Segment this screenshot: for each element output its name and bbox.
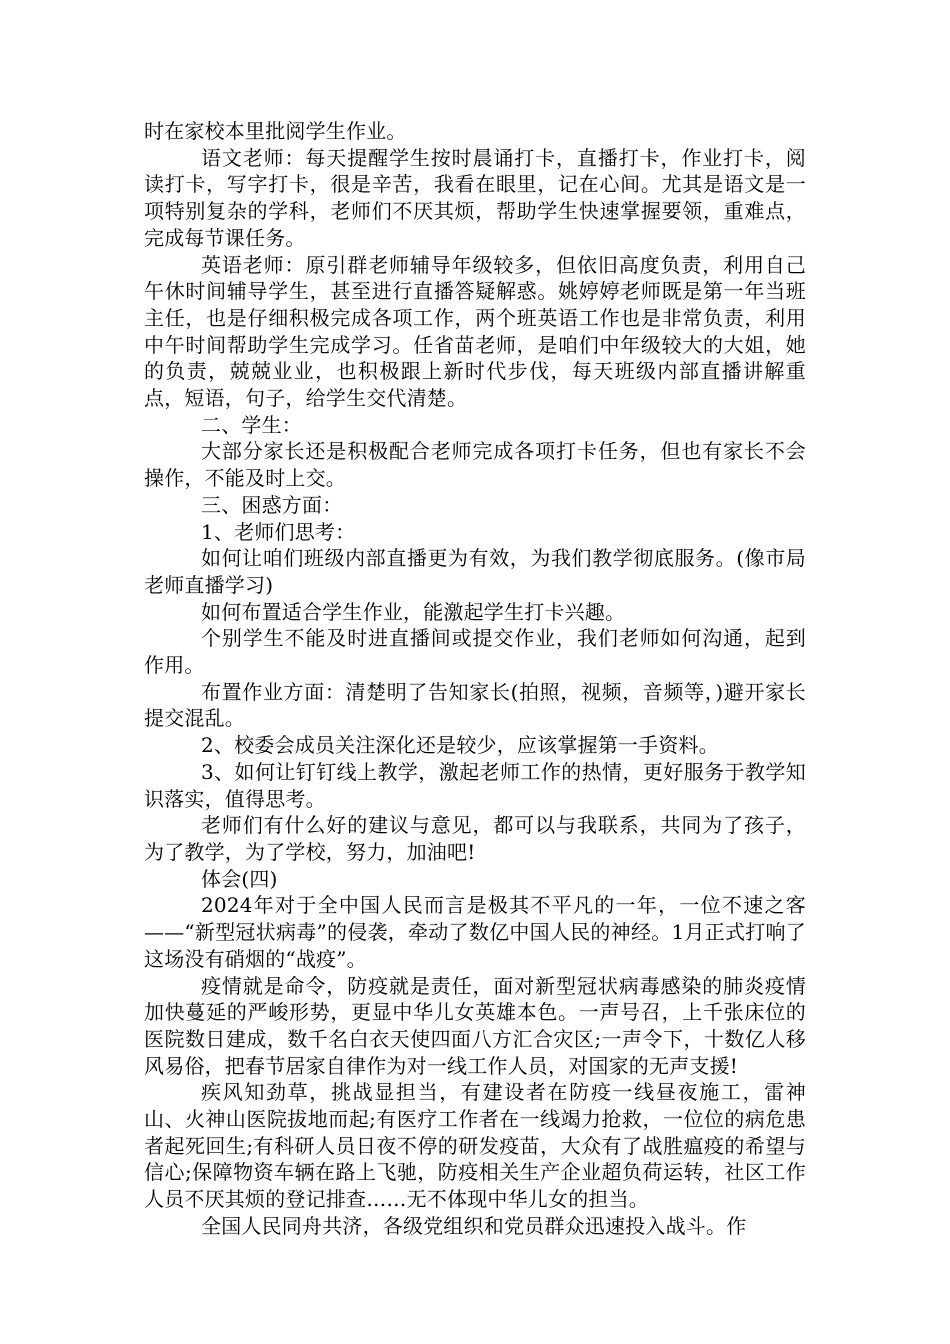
paragraph: 时在家校本里批阅学生作业。 bbox=[144, 119, 407, 143]
paragraph: 如何让咱们班级内部直播更为有效，为我们教学彻底服务。(像市局老师直播学习) bbox=[144, 546, 806, 597]
paragraph: 2024年对于全中国人民而言是极其不平凡的一年，一位不速之客——“新型冠状病毒”的侵袭，牵动了数亿中国人民的神经。1月正式打响了这场没有硝烟的“战疫”。 bbox=[144, 893, 806, 971]
paragraph: 疫情就是命令，防疫就是责任，面对新型冠状病毒感染的肺炎疫情加快蔓延的严峻形势，更显中华儿女英雄本色。一声号召，上千张床位的医院数日建成，数千名白衣天使四面八方汇合灾区;一声令下，十数亿人移风易俗，把春节居家自律作为对一线工作人员，对国家的无声支援! bbox=[144, 973, 806, 1078]
paragraph: 语文老师：每天提醒学生按时晨诵打卡，直播打卡，作业打卡，阅读打卡，写字打卡，很是辛苦，我看在眼里，记在心间。尤其是语文是一项特别复杂的学科，老师们不厌其烦，帮助学生快速掌握要领，重难点，完成每节课任务。 bbox=[144, 145, 806, 250]
paragraph: 3、如何让钉钉线上教学，激起老师工作的热情，更好服务于教学知识落实，值得思考。 bbox=[144, 759, 806, 811]
paragraph: 老师们有什么好的建议与意见，都可以与我联系，共同为了孩子，为了教学，为了学校，努力，加油吧! bbox=[144, 813, 806, 864]
paragraph: 全国人民同舟共济，各级党组织和党员群众迅速投入战斗。作 bbox=[201, 1213, 747, 1238]
paragraph: 个别学生不能及时进直播间或提交作业，我们老师如何沟通，起到作用。 bbox=[144, 626, 806, 678]
section-heading: 二、学生： bbox=[201, 412, 302, 437]
section-heading: 体会(四) bbox=[201, 866, 278, 891]
paragraph: 英语老师：原引群老师辅导年级较多，但依旧高度负责，利用自己午休时间辅导学生，甚至进行直播答疑解惑。姚婷婷老师既是第一年当班主任，也是仔细积极完成各项工作，两个班英语工作也是非常负责，利用中午时间帮助学生完成学习。任省苗老师，是咱们中年级较大的大姐，她的负责，兢兢业业，也积极跟上新时代步伐，每天班级内部直播讲解重点，短语，句子，给学生交代清楚。 bbox=[144, 252, 806, 411]
section-heading: 三、困惑方面： bbox=[201, 492, 343, 517]
document-body bbox=[144, 118, 806, 1240]
paragraph: 如何布置适合学生作业，能激起学生打卡兴趣。 bbox=[201, 599, 626, 624]
paragraph: 布置作业方面：清楚明了告知家长(拍照，视频，音频等，)避开家长提交混乱。 bbox=[144, 679, 806, 731]
paragraph: 2、校委会成员关注深化还是较少，应该掌握第一手资料。 bbox=[201, 733, 719, 758]
paragraph: 大部分家长还是积极配合老师完成各项打卡任务，但也有家长不会操作，不能及时上交。 bbox=[144, 439, 806, 491]
subsection-heading: 1、老师们思考： bbox=[201, 519, 356, 544]
paragraph: 疾风知劲草，挑战显担当，有建设者在防疫一线昼夜施工，雷神山、火神山医院拔地而起;有医疗工作者在一线竭力抢救，一位位的病危患者起死回生;有科研人员日夜不停的研发疫苗，大众有了战胜瘟疫的希望与信心;保障物资车辆在路上飞驰，防疫相关生产企业超负荷运转，社区工作人员不厌其烦的登记排查……无不体现中华儿女的担当。 bbox=[144, 1080, 806, 1212]
